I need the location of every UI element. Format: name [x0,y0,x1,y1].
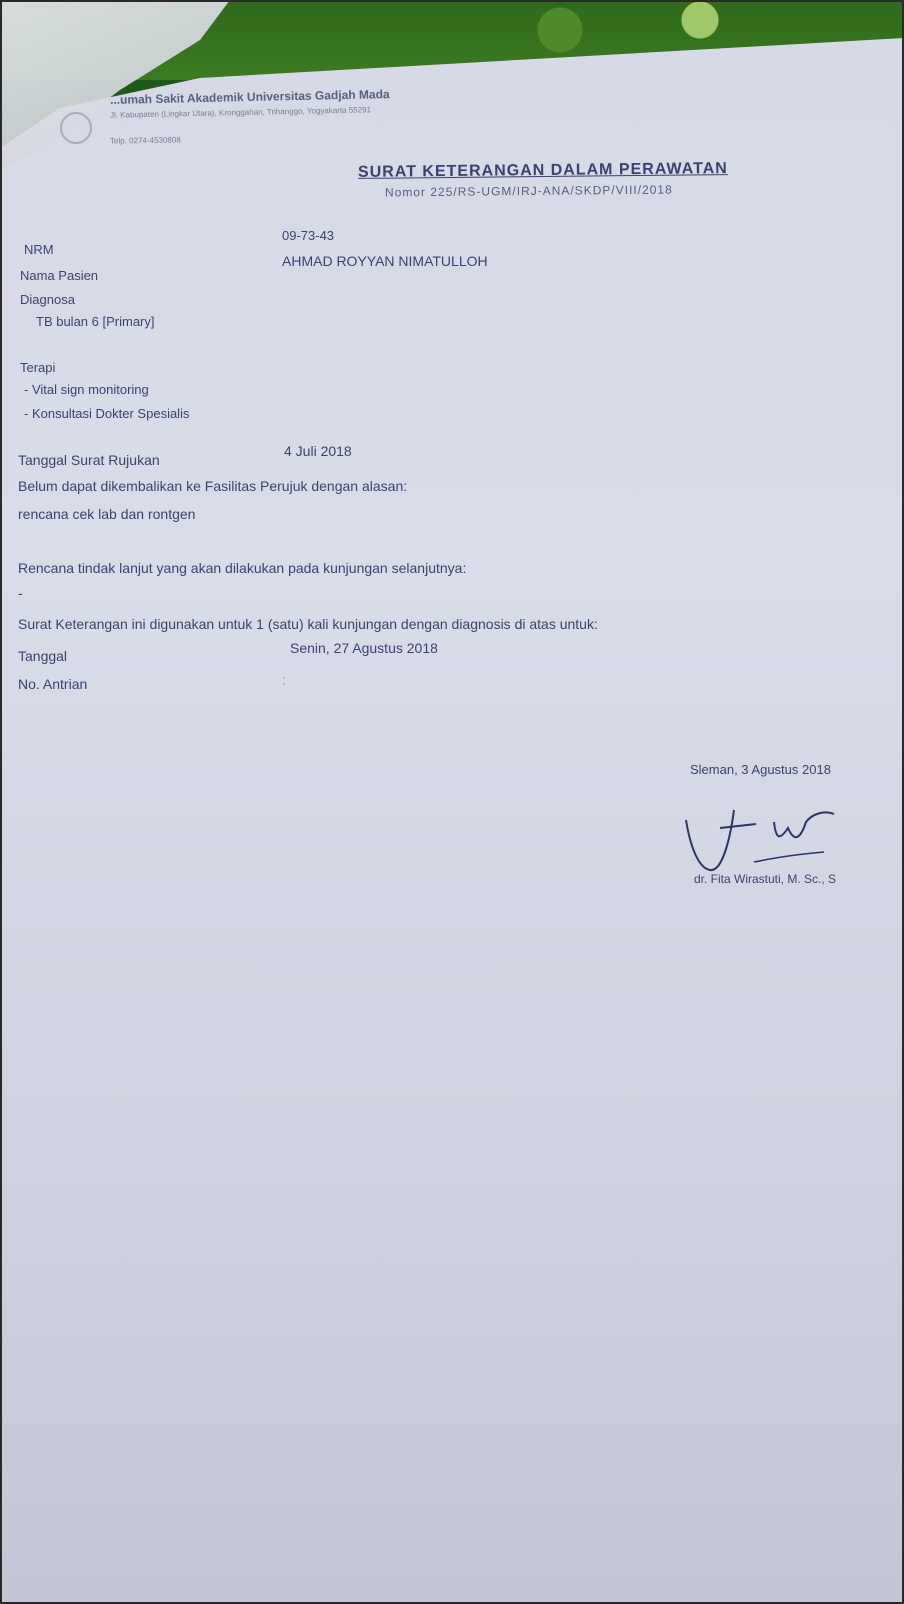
nrm-value: 09-73-43 [282,228,335,243]
document-title: SURAT KETERANGAN DALAM PERAWATAN [357,160,728,181]
followup-item: - [18,585,23,601]
nrm-label: NRM [24,242,54,257]
patient-name-label: Nama Pasien [20,268,99,283]
followup-text: Rencana tindak lanjut yang akan dilakukan pada kunjungan selanjutnya: [18,560,467,576]
doctor-name: dr. Fita Wirastuti, M. Sc., S [694,872,837,886]
document-number: Nomor 225/RS-UGM/IRJ-ANA/SKDP/VIII/2018 [384,182,673,200]
therapy-label: Terapi [20,360,56,375]
queue-number-value: : [282,672,286,688]
diagnosis-label: Diagnosa [20,292,75,307]
patient-name-value: AHMAD ROYYAN NIMATULLOH [282,253,488,269]
visit-date-value: Senin, 27 Agustus 2018 [290,640,438,656]
referral-reason-text: Belum dapat dikembalikan ke Fasilitas Perujuk dengan alasan: [18,478,408,494]
institution-phone: Telp. 0274-4530808 [109,135,181,146]
usage-text: Surat Keterangan ini digunakan untuk 1 (satu) kali kunjungan dengan diagnosis di atas untuk: [18,616,598,632]
referral-reason-value: rencana cek lab dan rontgen [18,506,196,522]
institution-address: Jl. Kabupaten (Lingkar Utara), Kronggahan, Trihanggo, Yogyakarta 55291 [109,105,372,120]
queue-number-label: No. Antrian [18,676,88,692]
therapy-item: - Vital sign monitoring [24,382,149,397]
referral-date-value: 4 Juli 2018 [284,443,352,459]
place-date: Sleman, 3 Agustus 2018 [690,762,831,777]
therapy-item: - Konsultasi Dokter Spesialis [24,406,190,421]
diagnosis-value: TB bulan 6 [Primary] [36,314,155,329]
visit-date-label: Tanggal [18,648,68,664]
doctor-signature [684,800,854,880]
hospital-logo [56,108,96,148]
referral-date-label: Tanggal Surat Rujukan [18,452,160,468]
institution-name: ...umah Sakit Akademik Universitas Gadjah Mada [109,87,390,107]
